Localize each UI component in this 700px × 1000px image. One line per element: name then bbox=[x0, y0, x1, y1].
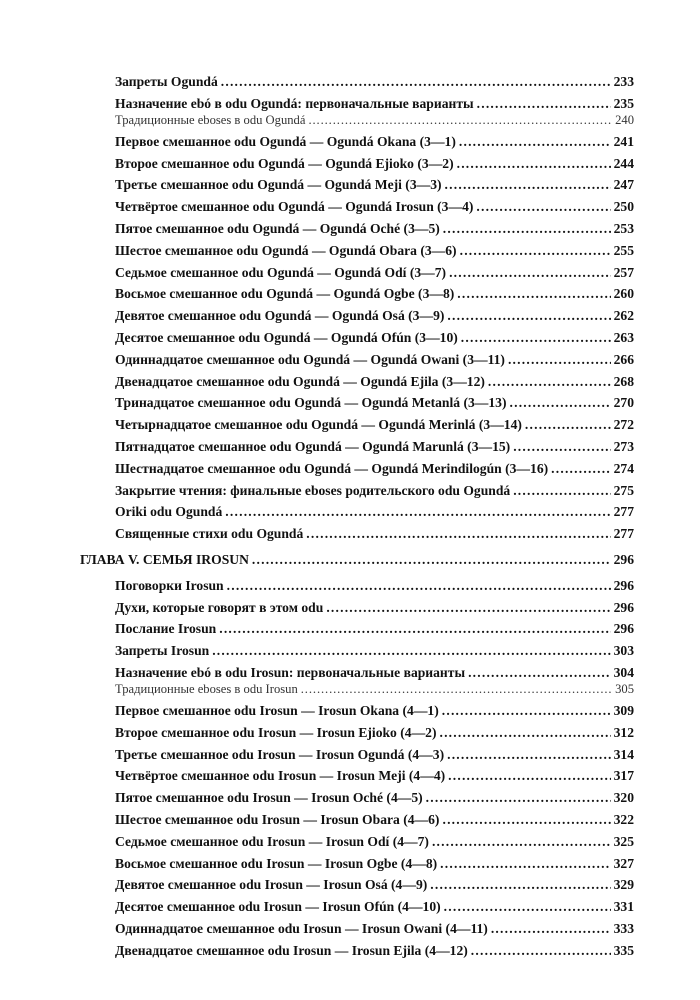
dot-leader bbox=[440, 856, 610, 872]
toc-entry-title: Запреты Ogundá bbox=[115, 74, 218, 89]
toc-entry bbox=[115, 899, 634, 917]
toc-entry-page-number: 277 bbox=[613, 504, 634, 520]
toc-entry-page-number: 320 bbox=[613, 790, 634, 806]
toc-entry-page-number: 241 bbox=[613, 133, 634, 149]
dot-leader bbox=[212, 643, 610, 659]
toc-entry bbox=[115, 943, 634, 961]
dot-leader bbox=[301, 682, 612, 696]
toc-entry-title: Четырнадцатое смешанное odu Ogundá — Ogundá Merinlá (3—14) bbox=[115, 417, 522, 433]
toc-entry bbox=[115, 134, 634, 152]
toc-entry-page-number: 333 bbox=[613, 921, 634, 936]
toc-entry-title: Четвёртое смешанное odu Ogundá — Ogundá Irosun (3—4) bbox=[115, 199, 474, 215]
toc-entry bbox=[115, 374, 634, 392]
dot-leader bbox=[525, 417, 611, 433]
dot-leader bbox=[221, 74, 611, 90]
dot-leader bbox=[449, 265, 611, 281]
toc-entry bbox=[115, 877, 634, 895]
toc-entry bbox=[115, 621, 634, 639]
dot-leader bbox=[447, 747, 611, 763]
toc-entry-page-number: 296 bbox=[613, 577, 634, 593]
dot-leader bbox=[476, 199, 610, 215]
toc-entry bbox=[115, 725, 634, 743]
toc-entry-page-number: 331 bbox=[613, 899, 634, 915]
toc-entry-page-number: 296 bbox=[613, 621, 634, 637]
toc-entry bbox=[115, 96, 634, 114]
toc-entry-page-number: 255 bbox=[613, 242, 634, 258]
dot-leader bbox=[219, 621, 610, 637]
dot-leader bbox=[442, 703, 611, 719]
dot-leader bbox=[513, 483, 610, 499]
toc-entry-title: Седьмое смешанное odu Irosun — Irosun Odí (4—7) bbox=[115, 833, 429, 849]
toc-entry-title: Назначение ebó в odu Ogundá: первоначальные варианты bbox=[115, 95, 474, 111]
dot-leader bbox=[227, 578, 611, 594]
toc-entry bbox=[115, 665, 634, 683]
dot-leader bbox=[488, 374, 611, 390]
toc-entry bbox=[115, 265, 634, 283]
toc-entry-title: Шестнадцатое смешанное odu Ogundá — Ogundá Merindilogún (3—16) bbox=[115, 460, 549, 476]
toc-entry-page-number: 240 bbox=[615, 112, 634, 127]
toc-entry bbox=[115, 600, 634, 618]
toc-entry-page-number: 296 bbox=[613, 552, 634, 567]
toc-entry-title: Oriki odu Ogundá bbox=[115, 504, 223, 520]
toc-entry-title: Девятое смешанное odu Irosun — Irosun Osá (4—9) bbox=[115, 877, 428, 893]
dot-leader bbox=[457, 156, 611, 172]
toc-entry bbox=[115, 286, 634, 304]
dot-leader bbox=[459, 134, 611, 150]
toc-entry bbox=[115, 156, 634, 174]
dot-leader bbox=[513, 439, 610, 455]
toc-entry-page-number: 266 bbox=[613, 351, 634, 367]
toc-entry-title: Шестое смешанное odu Ogundá — Ogundá Obara (3—6) bbox=[115, 242, 457, 258]
toc-entry-page-number: 309 bbox=[613, 703, 634, 718]
dot-leader bbox=[442, 812, 610, 828]
toc-entry-page-number: 272 bbox=[613, 417, 634, 433]
dot-leader bbox=[326, 600, 610, 616]
toc-entry-page-number: 244 bbox=[613, 155, 634, 171]
toc-entry-title: ГЛАВА V. СЕМЬЯ IROSUN bbox=[80, 552, 249, 567]
toc-entry bbox=[115, 504, 634, 522]
toc-entry bbox=[115, 526, 634, 544]
toc-entry-page-number: 273 bbox=[613, 439, 634, 454]
toc-entry bbox=[115, 439, 634, 457]
toc-entry-title: Второе смешанное odu Ogundá — Ogundá Ejioko (3—2) bbox=[115, 155, 454, 171]
toc-entry-page-number: 305 bbox=[615, 682, 634, 696]
dot-leader bbox=[225, 504, 610, 520]
dot-leader bbox=[510, 395, 611, 411]
toc-entry-title: Одиннадцатое смешанное odu Irosun — Irosun Owani (4—11) bbox=[115, 921, 488, 936]
toc-entry-title: Закрытие чтения: финальные eboses родительского odu Ogundá bbox=[115, 482, 511, 498]
toc-entry bbox=[115, 578, 634, 596]
dot-leader bbox=[468, 665, 611, 681]
toc-entry-page-number: 250 bbox=[613, 199, 634, 215]
dot-leader bbox=[447, 308, 610, 324]
toc-entry-page-number: 322 bbox=[613, 812, 634, 827]
dot-leader bbox=[477, 96, 611, 112]
toc-entry bbox=[115, 812, 634, 830]
toc-entry-title: Пятое смешанное odu Ogundá — Ogundá Oché (3—5) bbox=[115, 221, 440, 236]
dot-leader bbox=[308, 113, 612, 127]
toc-entry bbox=[115, 834, 634, 852]
toc-entry bbox=[115, 243, 634, 261]
toc-entry bbox=[115, 330, 634, 348]
toc-entry-page-number: 317 bbox=[613, 768, 634, 784]
dot-leader bbox=[551, 461, 610, 477]
toc-entry-title: Третье смешанное odu Irosun — Irosun Ogundá (4—3) bbox=[115, 746, 445, 762]
toc-entry-title: Первое смешанное odu Irosun — Irosun Okana (4—1) bbox=[115, 703, 439, 718]
toc-entry-page-number: 296 bbox=[613, 599, 634, 615]
toc-entry-page-number: 314 bbox=[613, 746, 634, 762]
dot-leader bbox=[444, 899, 611, 915]
toc-entry-title: Десятое смешанное odu Irosun — Irosun Ofún (4—10) bbox=[115, 899, 441, 915]
dot-leader bbox=[508, 352, 611, 368]
toc-entry-title: Пятое смешанное odu Irosun — Irosun Oché (4—5) bbox=[115, 790, 423, 806]
toc-entry-page-number: 247 bbox=[613, 177, 634, 193]
dot-leader bbox=[426, 790, 611, 806]
dot-leader bbox=[460, 243, 611, 259]
toc-entry-page-number: 274 bbox=[613, 460, 634, 476]
toc-entry-page-number: 270 bbox=[613, 395, 634, 411]
toc-entry-page-number: 262 bbox=[613, 308, 634, 324]
toc-entry bbox=[115, 703, 634, 721]
toc-entry bbox=[115, 461, 634, 479]
toc-entry-page-number: 263 bbox=[613, 330, 634, 345]
toc-entry-title: Послание Irosun bbox=[115, 621, 217, 637]
toc-entry bbox=[115, 177, 634, 195]
dot-leader bbox=[461, 330, 611, 346]
toc-entry-title: Девятое смешанное odu Ogundá — Ogundá Osá (3—9) bbox=[115, 308, 445, 324]
toc-entry-title: Десятое смешанное odu Ogundá — Ogundá Ofún (3—10) bbox=[115, 330, 458, 345]
toc-entry-page-number: 275 bbox=[613, 482, 634, 498]
toc-entry-title: Одиннадцатое смешанное odu Ogundá — Ogundá Owani (3—11) bbox=[115, 351, 505, 367]
toc-entry-title: Назначение ebó в odu Irosun: первоначальные варианты bbox=[115, 665, 466, 680]
dot-leader bbox=[432, 834, 611, 850]
toc-entry bbox=[115, 395, 634, 413]
toc-entry-title: Седьмое смешанное odu Ogundá — Ogundá Odí (3—7) bbox=[115, 264, 447, 280]
toc-entry-title: Второе смешанное odu Irosun — Irosun Ejioko (4—2) bbox=[115, 724, 437, 740]
dot-leader bbox=[430, 877, 610, 893]
toc-entry-title: Традиционные eboses в odu Irosun bbox=[115, 682, 298, 696]
dot-leader bbox=[471, 943, 611, 959]
toc-entry-title: Пятнадцатое смешанное odu Ogundá — Ogundá Marunlá (3—15) bbox=[115, 439, 511, 454]
toc-entry-page-number: 335 bbox=[613, 942, 634, 958]
toc-entry-title: Традиционные eboses в odu Ogundá bbox=[115, 112, 306, 127]
dot-leader bbox=[439, 725, 610, 741]
toc-entry-title: Третье смешанное odu Ogundá — Ogundá Meji (3—3) bbox=[115, 177, 442, 193]
toc-entry-title: Четвёртое смешанное odu Irosun — Irosun Meji (4—4) bbox=[115, 768, 446, 784]
toc-entry bbox=[115, 308, 634, 326]
toc-subentry bbox=[115, 682, 634, 696]
dot-leader bbox=[443, 221, 611, 237]
dot-leader bbox=[252, 552, 611, 568]
toc-entry-page-number: 260 bbox=[613, 286, 634, 302]
toc-entry-title: Двенадцатое смешанное odu Irosun — Irosun Ejila (4—12) bbox=[115, 942, 468, 958]
toc-entry-title: Духи, которые говорят в этом odu bbox=[115, 599, 324, 615]
dot-leader bbox=[457, 286, 610, 302]
toc-entry bbox=[115, 199, 634, 217]
toc-entry bbox=[115, 856, 634, 874]
toc-entry-title: Восьмое смешанное odu Irosun — Irosun Ogbe (4—8) bbox=[115, 855, 438, 871]
toc-entry-title: Двенадцатое смешанное odu Ogundá — Ogundá Ejila (3—12) bbox=[115, 373, 485, 389]
toc-entry-title: Первое смешанное odu Ogundá — Ogundá Okana (3—1) bbox=[115, 133, 456, 149]
toc-entry bbox=[115, 221, 634, 239]
toc-entry-page-number: 257 bbox=[613, 264, 634, 280]
toc-entry-page-number: 303 bbox=[613, 643, 634, 659]
toc-entry bbox=[115, 643, 634, 661]
toc-entry-page-number: 233 bbox=[613, 74, 634, 89]
toc-entry-page-number: 253 bbox=[613, 221, 634, 236]
toc-entry bbox=[115, 768, 634, 786]
toc-entry-page-number: 277 bbox=[613, 526, 634, 542]
dot-leader bbox=[445, 177, 611, 193]
toc-entry-title: Шестое смешанное odu Irosun — Irosun Obara (4—6) bbox=[115, 812, 440, 827]
dot-leader bbox=[491, 921, 611, 937]
toc-entry bbox=[115, 352, 634, 370]
toc-entry-page-number: 325 bbox=[613, 833, 634, 849]
toc-entry-title: Восьмое смешанное odu Ogundá — Ogundá Ogbe (3—8) bbox=[115, 286, 455, 302]
toc-entry-page-number: 268 bbox=[613, 373, 634, 389]
toc-entry bbox=[115, 747, 634, 765]
toc-chapter-entry bbox=[80, 552, 634, 570]
toc-entry-page-number: 329 bbox=[613, 877, 634, 893]
toc-entry-page-number: 312 bbox=[613, 724, 634, 740]
toc-subentry bbox=[115, 113, 634, 127]
dot-leader bbox=[448, 768, 610, 784]
toc-entry bbox=[115, 74, 634, 92]
toc-entry-page-number: 327 bbox=[613, 855, 634, 871]
toc-entry bbox=[115, 417, 634, 435]
toc-entry-title: Священные стихи odu Ogundá bbox=[115, 526, 304, 542]
toc-entry bbox=[115, 790, 634, 808]
toc-entry-title: Поговорки Irosun bbox=[115, 577, 224, 593]
toc-entry-title: Тринадцатое смешанное odu Ogundá — Ogundá Metanlá (3—13) bbox=[115, 395, 507, 411]
dot-leader bbox=[306, 526, 610, 542]
toc-entry-title: Запреты Irosun bbox=[115, 643, 210, 659]
toc-entry bbox=[115, 921, 634, 939]
toc-entry-page-number: 235 bbox=[613, 95, 634, 111]
toc-entry bbox=[115, 483, 634, 501]
toc-entry-page-number: 304 bbox=[613, 665, 634, 680]
